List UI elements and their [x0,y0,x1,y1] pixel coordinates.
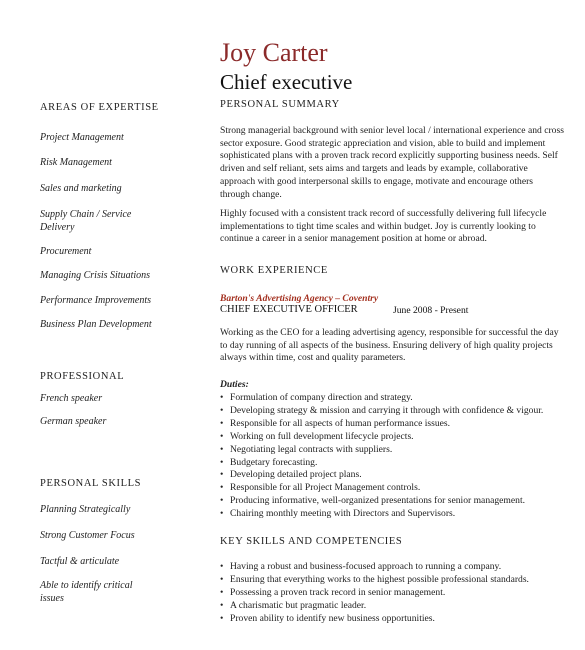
role-description: Working as the CEO for a leading advertising agency, responsible for successful the day to day running of all aspects of the business. Ensuring delivery of high quality projects always within time, cost and quality parameters. [220,327,559,364]
expertise-item: Sales and marketing [40,183,122,194]
expertise-item: Supply Chain / Service Delivery [40,209,132,233]
list-item: • Working on full development lifecycle projects. [220,431,565,444]
list-item: • Responsible for all Project Management controls. [220,482,565,495]
company-name: Barton's Advertising Agency – Coventry [220,293,379,304]
list-item: • Budgetary forecasting. [220,457,565,470]
professional-item: German speaker [40,416,107,427]
personal-skills-heading: PERSONAL SKILLS [40,478,142,489]
expertise-item: Managing Crisis Situations [40,270,151,281]
expertise-heading: AREAS OF EXPERTISE [40,102,159,113]
list-item: • A charismatic but pragmatic leader. [220,600,565,613]
professional-heading: PROFESSIONAL [40,371,125,382]
role-dates: June 2008 - Present [393,305,469,316]
duties-label: Duties: [220,379,249,390]
work-experience-heading: WORK EXPERIENCE [220,265,328,276]
list-item: • Having a robust and business-focused approach to running a company. [220,561,565,574]
list-item: • Developing detailed project plans. [220,469,565,482]
summary-heading: PERSONAL SUMMARY [220,99,340,110]
personal-skill-item: Strong Customer Focus [40,530,135,541]
list-item: • Formulation of company direction and strategy. [220,392,565,405]
key-skills-list [220,561,565,626]
role-title: CHIEF EXECUTIVE OFFICER [220,304,358,315]
expertise-item: Risk Management [40,157,112,168]
expertise-item: Business Plan Development [40,319,152,330]
expertise-item: Performance Improvements [40,295,151,306]
list-item: • Possessing a proven track record in senior management. [220,587,565,600]
summary-paragraph: Highly focused with a consistent track record of successfully delivering full lifecycle implementations to tight time scales and within budget. Joy is currently looking to continue a career in a senior management position at home or abroad. [220,208,547,245]
list-item: • Proven ability to identify new business opportunities. [220,613,565,626]
role-line [220,304,469,316]
list-item: • Negotiating legal contracts with suppliers. [220,444,565,457]
list-item: • Developing strategy & mission and carrying it through with confidence & vigour. [220,405,565,418]
list-item: • Chairing monthly meeting with Directors and Supervisors. [220,508,565,521]
personal-skill-item: Able to identify critical issues [40,580,133,604]
candidate-name: Joy Carter [220,38,328,67]
expertise-item: Project Management [40,132,124,143]
expertise-item: Procurement [40,246,92,257]
professional-item: French speaker [40,393,103,404]
summary-paragraph: Strong managerial background with senior level local / international experience and cross sector exposure. Good strategic appreciation and vision, able to build and implement sophisticated plans with a proven track record explicitly supporting business needs. Self driven and self reliant, sets aims and targets and leads by example, collaborative approach with good interpersonal skills to engage, motivate and encourage others through change. [220,125,564,200]
list-item: • Producing informative, well-organized presentations for senior management. [220,495,565,508]
personal-skill-item: Tactful & articulate [40,556,120,567]
list-item: • Responsible for all aspects of human performance issues. [220,418,565,431]
list-item: • Ensuring that everything works to the highest possible professional standards. [220,574,565,587]
duties-list [220,392,565,521]
key-skills-heading: KEY SKILLS AND COMPETENCIES [220,536,403,547]
job-title: Chief executive [220,70,353,94]
personal-skill-item: Planning Strategically [40,504,131,515]
